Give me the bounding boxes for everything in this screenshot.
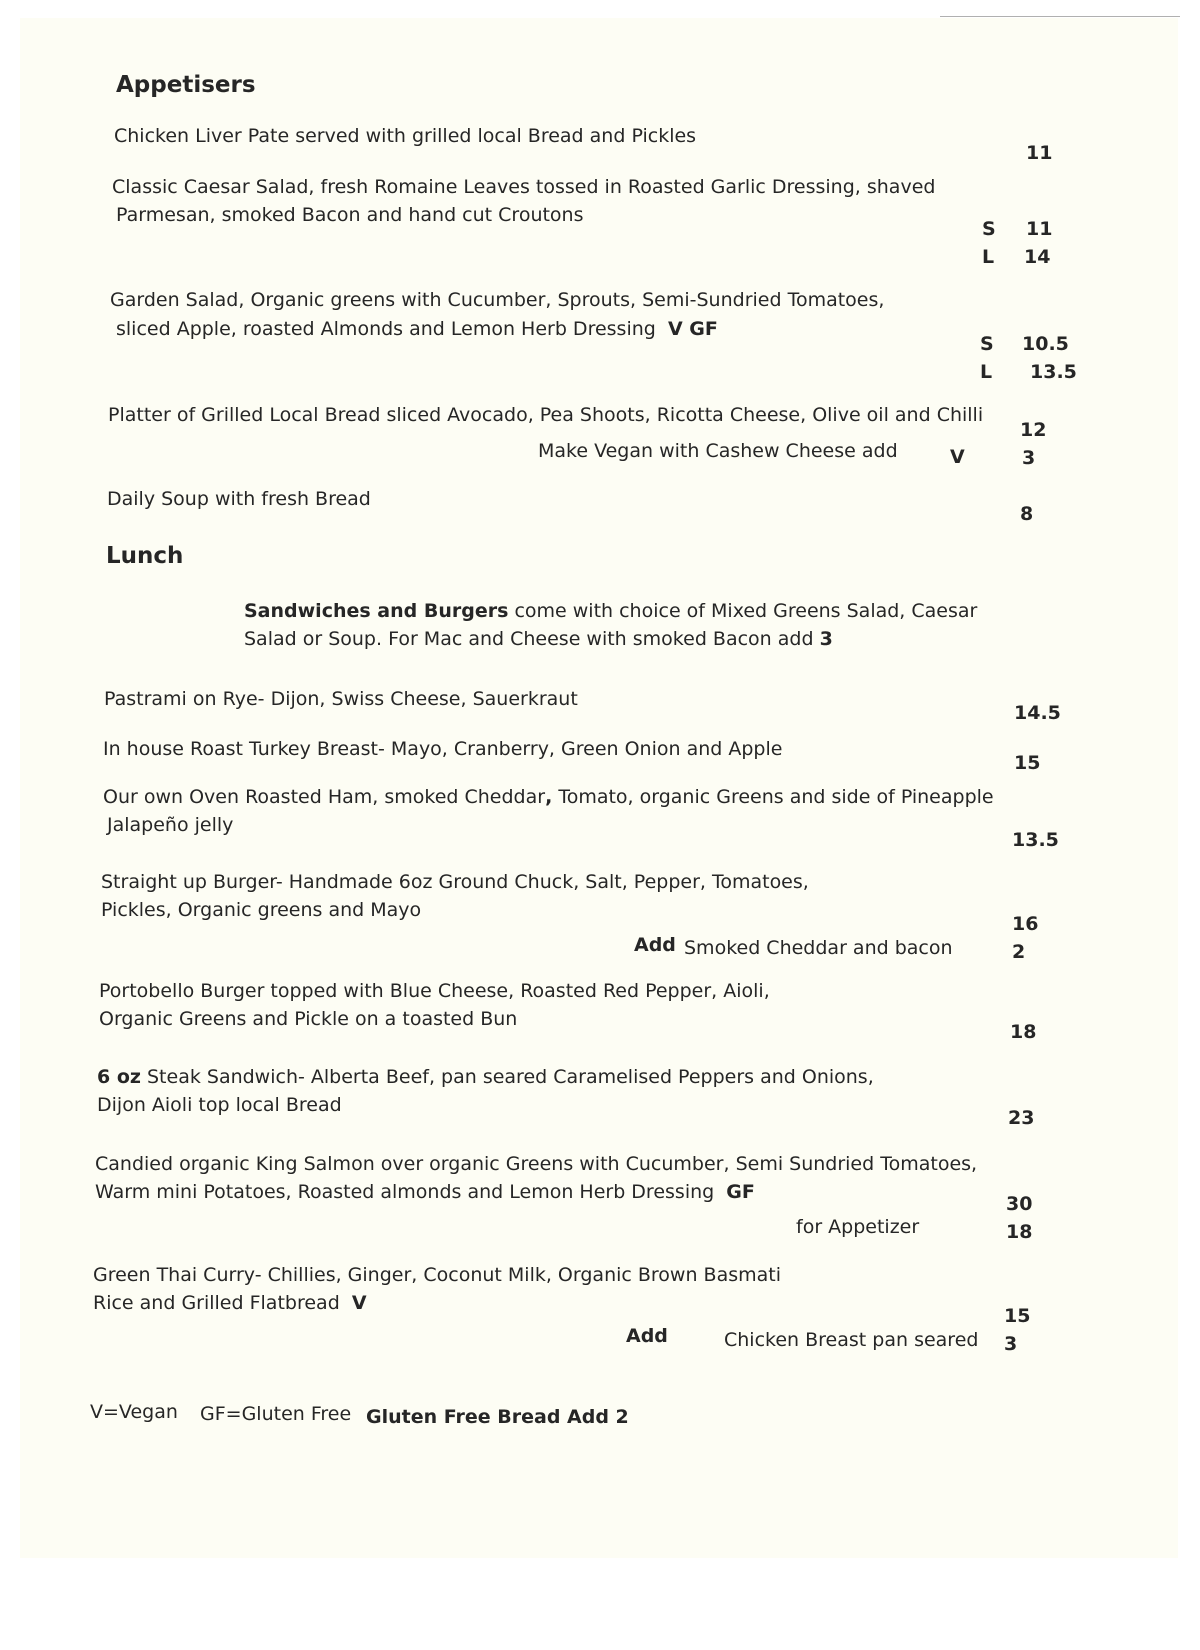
legend-vegan: V=Vegan: [90, 1401, 178, 1423]
item-salmon-appetizer-text: for Appetizer: [796, 1216, 920, 1238]
item-ham-desc-1b: Tomato, organic Greens and side of Pineapple: [552, 786, 994, 808]
item-burger-addon-price: 2: [1012, 941, 1026, 963]
item-caesar-size-s: S: [982, 218, 996, 240]
item-platter-price: 12: [1020, 419, 1047, 441]
item-soup-price: 8: [1020, 503, 1034, 525]
item-pastrami-price: 14.5: [1014, 702, 1061, 724]
item-garden-price-s: 10.5: [1022, 333, 1069, 355]
item-curry-addon-text: Chicken Breast pan seared: [724, 1329, 979, 1351]
item-ham-price: 13.5: [1012, 829, 1059, 851]
item-garden-price-l: 13.5: [1030, 361, 1077, 383]
item-platter-addon-text: Make Vegan with Cashew Cheese add: [538, 440, 898, 462]
item-salmon-appetizer-price: 18: [1006, 1221, 1033, 1243]
legend-gf-bread: Gluten Free Bread Add 2: [366, 1406, 629, 1428]
item-portobello-price: 18: [1010, 1021, 1037, 1043]
item-caesar-price-l: 14: [1024, 246, 1051, 268]
item-curry-price: 15: [1004, 1305, 1031, 1327]
item-salmon-desc-1: Candied organic King Salmon over organic Greens with Cucumber, Semi Sundried Tomatoes,: [95, 1153, 978, 1175]
item-steak-price: 23: [1008, 1107, 1035, 1129]
item-pastrami-desc: Pastrami on Rye- Dijon, Swiss Cheese, Sauerkraut: [104, 688, 578, 710]
item-turkey-price: 15: [1014, 752, 1041, 774]
item-curry-addon-label: Add: [626, 1325, 668, 1347]
lunch-heading: Lunch: [106, 543, 184, 569]
item-curry-desc-1: Green Thai Curry- Chillies, Ginger, Coconut Milk, Organic Brown Basmati: [93, 1264, 782, 1286]
item-garden-desc-2: [116, 318, 718, 341]
item-curry-addon-price: 3: [1004, 1333, 1018, 1355]
item-burger-addon-label: Add: [634, 934, 676, 956]
item-salmon-desc-2-text: Warm mini Potatoes, Roasted almonds and Lemon Herb Dressing: [95, 1181, 715, 1203]
appetisers-heading: Appetisers: [116, 72, 256, 98]
item-steak-desc-1-rest: Steak Sandwich- Alberta Beef, pan seared Caramelised Peppers and Onions,: [140, 1066, 874, 1088]
item-burger-desc-2: Pickles, Organic greens and Mayo: [101, 899, 422, 921]
top-edge-line: [940, 16, 1180, 17]
item-caesar-size-l: L: [982, 246, 995, 268]
item-salmon-price: 30: [1006, 1193, 1033, 1215]
item-curry-desc-2-text: Rice and Grilled Flatbread: [93, 1292, 340, 1314]
item-garden-tags: V GF: [667, 318, 718, 340]
item-curry-desc-2: [93, 1292, 367, 1315]
lunch-intro-2-price: 3: [819, 628, 833, 650]
item-garden-size-l: L: [980, 361, 993, 383]
lunch-intro-1: [244, 600, 977, 623]
item-soup-desc: Daily Soup with fresh Bread: [107, 488, 371, 510]
item-steak-desc-2: Dijon Aioli top local Bread: [97, 1094, 342, 1116]
item-salmon-desc-2: [95, 1181, 755, 1204]
item-platter-desc: Platter of Grilled Local Bread sliced Avocado, Pea Shoots, Ricotta Cheese, Olive oil and Chilli: [108, 404, 984, 426]
lunch-intro-2: [244, 628, 833, 651]
lunch-intro-2-text: Salad or Soup. For Mac and Cheese with smoked Bacon add: [244, 628, 820, 650]
item-pate-desc: Chicken Liver Pate served with grilled local Bread and Pickles: [114, 125, 697, 147]
item-ham-desc-1-comma: ,: [545, 786, 553, 808]
item-caesar-price-s: 11: [1026, 218, 1053, 240]
item-garden-desc-1: Garden Salad, Organic greens with Cucumber, Sprouts, Semi-Sundried Tomatoes,: [110, 289, 885, 311]
item-salmon-tags: GF: [726, 1181, 755, 1203]
lunch-intro-1-rest: come with choice of Mixed Greens Salad, Caesar: [508, 600, 978, 622]
item-turkey-desc: In house Roast Turkey Breast- Mayo, Cranberry, Green Onion and Apple: [103, 738, 783, 760]
item-steak-desc-1: [97, 1066, 874, 1089]
legend-gluten-free: GF=Gluten Free: [200, 1403, 352, 1425]
item-garden-size-s: S: [980, 333, 994, 355]
item-platter-addon-tag: V: [950, 446, 965, 468]
item-portobello-desc-1: Portobello Burger topped with Blue Cheese, Roasted Red Pepper, Aioli,: [99, 980, 770, 1002]
item-portobello-desc-2: Organic Greens and Pickle on a toasted Bun: [99, 1008, 518, 1030]
item-ham-desc-2: Jalapeño jelly: [107, 814, 234, 836]
lunch-intro-bold: Sandwiches and Burgers: [244, 600, 509, 622]
item-pate-price: 11: [1026, 142, 1053, 164]
item-ham-desc-1a: Our own Oven Roasted Ham, smoked Cheddar: [103, 786, 546, 808]
item-caesar-desc-2: Parmesan, smoked Bacon and hand cut Croutons: [116, 204, 584, 226]
item-burger-price: 16: [1012, 913, 1039, 935]
item-burger-desc-1: Straight up Burger- Handmade 6oz Ground Chuck, Salt, Pepper, Tomatoes,: [101, 871, 809, 893]
item-caesar-desc-1: Classic Caesar Salad, fresh Romaine Leaves tossed in Roasted Garlic Dressing, shaved: [112, 176, 936, 198]
item-garden-desc-2-text: sliced Apple, roasted Almonds and Lemon Herb Dressing: [116, 318, 656, 340]
item-burger-addon-text: Smoked Cheddar and bacon: [684, 937, 953, 959]
item-ham-desc-1: [103, 786, 994, 809]
item-steak-desc-1-bold: 6 oz: [97, 1066, 141, 1088]
item-platter-addon-price: 3: [1022, 447, 1036, 469]
item-curry-tags: V: [351, 1292, 367, 1314]
